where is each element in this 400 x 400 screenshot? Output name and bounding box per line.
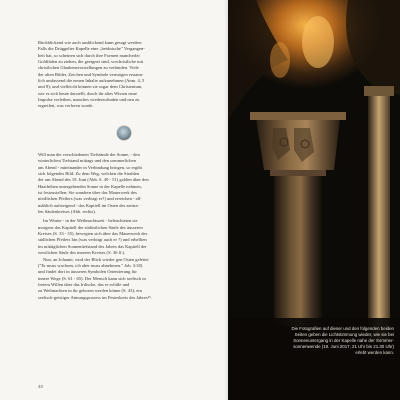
text-line: und 8); und vielleicht können sie sogar dem Christentum, <box>38 84 143 90</box>
text-line: ("Er muss wachsen, ich aber muss abnehmen." Joh. 3:30) <box>38 262 143 268</box>
text-line: und findet dort in äusseren Symbolen Orientierung für <box>38 269 137 275</box>
caption-line: erlebt werden kann. <box>355 350 394 355</box>
text-line: im mittäglichen Sonnentiefstand des Jahres das Kapitell der <box>38 243 147 249</box>
photo-caption <box>232 326 394 356</box>
text-line: südlichen Pfeilers hin (was verbirgt auch er ?) und erhellten <box>38 237 147 243</box>
text-line: zu Weihnachten in ihr geboren werden könne (S. 43); ein <box>38 288 142 294</box>
text-line: Haarhöhen untergehenden Sonne in der Kapelle nehmen, <box>38 183 142 189</box>
text-line: len Säulenkreises (Abb. rechts). <box>38 209 96 215</box>
text-line: winterlichen Tiefstand mittags und den sommerlichen <box>38 158 136 164</box>
caption-line: Sonnenuntergang in der Kapelle nahe der Sommer- <box>293 338 394 343</box>
text-line: der alten Bilder, Zeichen und Symbole vermögen erstaun- <box>38 71 144 77</box>
text-line: Kreises (S. 33 - 35), bewegten sich über das Mauerwerk des <box>38 231 148 237</box>
text-line: innere Wege (S. 61 - 65). Der Mensch kann sich seelisch in <box>38 275 146 281</box>
text-line: christlichen Glaubensvorstellungen zu verbinden. Viele <box>38 65 139 71</box>
text-line: Nun, an Johanni, wird der Blick wieder gen Osten geleitet <box>43 256 149 262</box>
text-line: Im Winter - in der Weihnachtszeit - beleuchteten sie <box>43 218 138 224</box>
text-line: westlichen Säule des inneren Kreises (S. 36 ff.). <box>38 250 126 256</box>
text-line: seelisch-geistiger Atmungsprozess im Festeskreis des Jahres²⁵. <box>38 294 152 300</box>
ornament-disc-icon <box>117 126 131 140</box>
page-number: 40 <box>38 384 44 389</box>
paragraph-sun-path <box>38 152 210 301</box>
text-line: Will man die verschiedenen Tiefstände der Sonne, - den <box>38 152 140 157</box>
text-line: wie es sich heute darstellt, durch ihr altes Wissen neue <box>38 90 137 96</box>
text-line: Impulse verleihen, manches wiederzufinden und neu zu <box>38 97 140 103</box>
text-line: nördlichen Pfeilers (was verbirgt er?) und erreichen - all- <box>38 196 142 202</box>
text-line: Falls die Drüggelter Kapelle eine „heidnische" Vergangen- <box>38 46 145 52</box>
text-line: sich folgendes Bild: Zu dem Weg, welchen die Strahlen <box>38 171 140 177</box>
text-line: morgens das Kapitell der südöstlichen Säule des äusseren <box>38 224 143 230</box>
text-line: Goldfäden zu ziehen, die geeignet sind, vorchristliche mit <box>38 59 144 65</box>
text-line: der am Abend des 19. Juni (Abb. S. 49 - 51) golden über den <box>38 177 149 183</box>
text-line: lich umfassend die neuen Inhalte aufzunehmen (Anm. 4, 5 <box>38 78 145 84</box>
caption-line: Seiten geben die Lichtstimmung wieder, wie sie bei <box>294 332 394 337</box>
text-line: Rückblickend wie auch ausblickend kann gesagt werden: <box>38 40 143 45</box>
text-line: am Abend - miteinander in Verbindung bringen, so ergibt <box>38 164 143 170</box>
caption-line: sonnenwende (19. Juni 2017, 21 Uhr bis 21.30 Uhr) <box>293 344 394 349</box>
text-line: freiem Willen über das Irdische, das er erfülle und <box>38 281 130 287</box>
right-page-photo <box>228 0 400 400</box>
text-line: mählich aufsteigend - das Kapitell im Osten des zentra- <box>38 202 140 208</box>
text-line: heit hat, so scheinen sich durch ihre Formen mancherlei <box>38 52 140 58</box>
caption-line: Die Fotografien auf dieser und den folgenden beiden <box>291 326 394 331</box>
text-line: ist festzustellen: Sie wandern über das Mauerwerk des <box>38 190 137 196</box>
paragraph-conclusion <box>38 40 210 110</box>
text-line: ergreifen, was verloren wurde. <box>38 103 94 109</box>
